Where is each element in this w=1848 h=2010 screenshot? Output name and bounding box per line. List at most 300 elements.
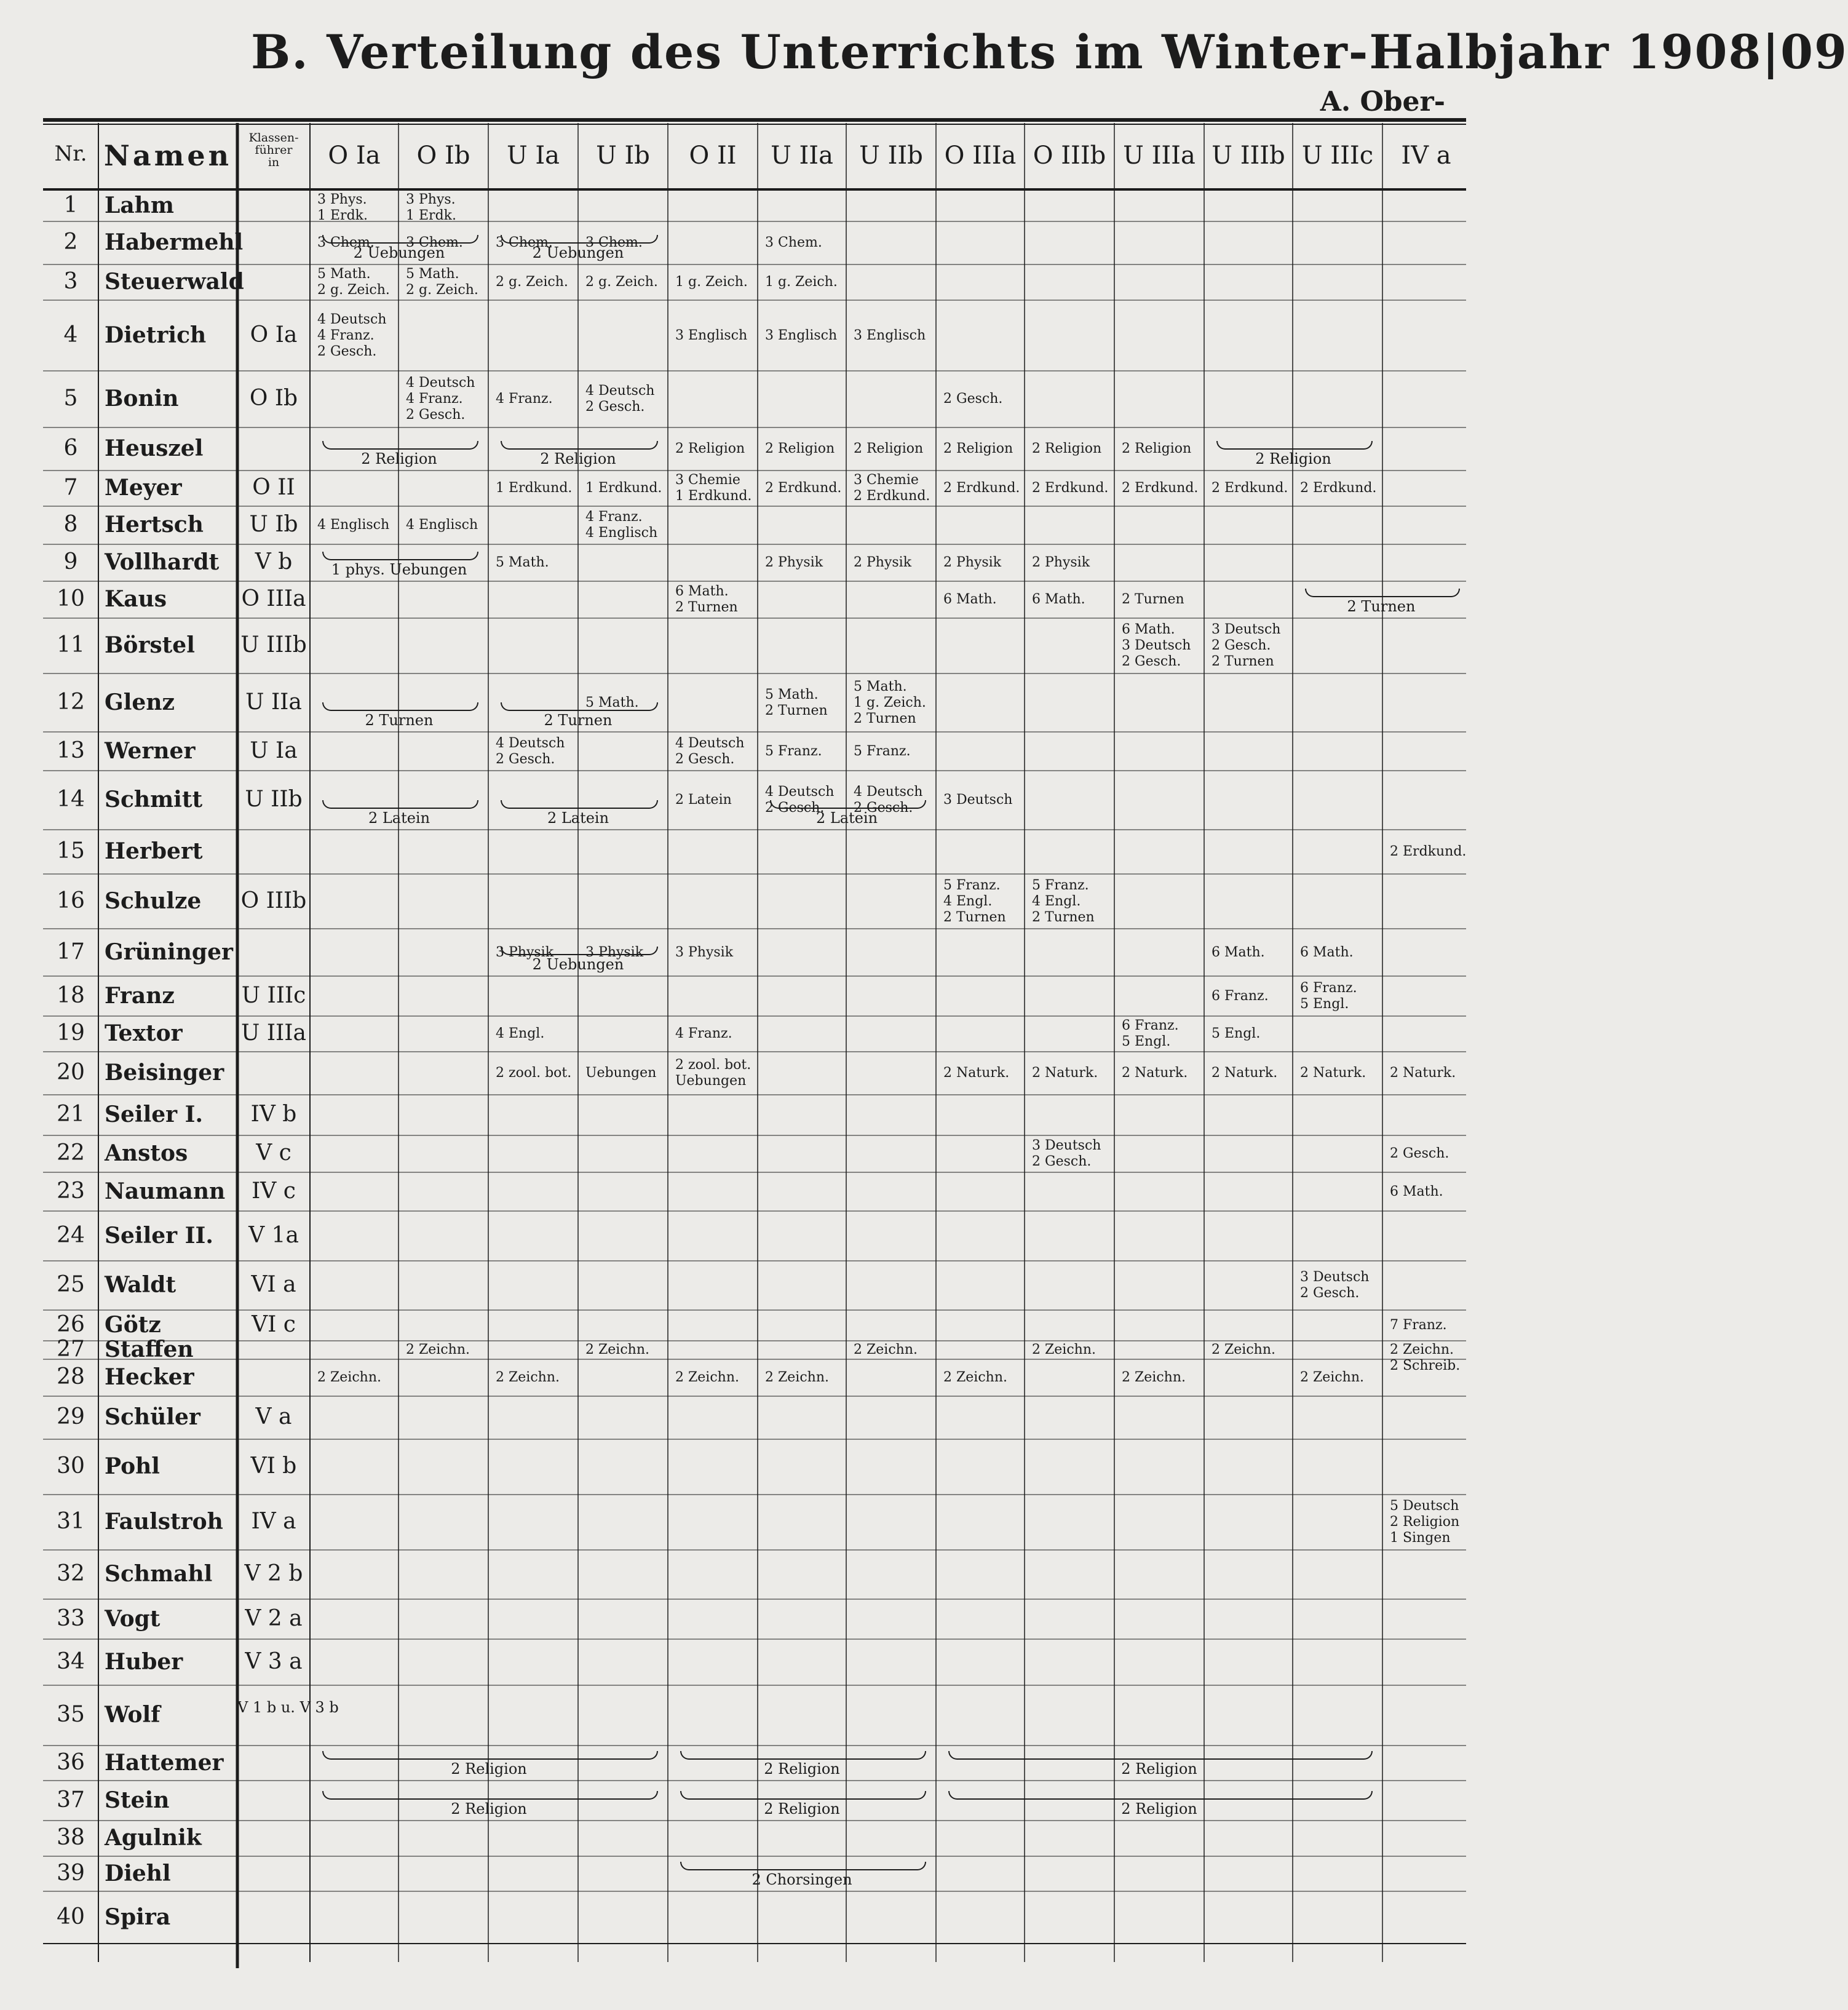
lesson-cell: [943, 1370, 1007, 1386]
lesson-entry: 2 Zeichn.: [854, 1342, 918, 1357]
lesson-entry: 5 Math.: [317, 266, 371, 282]
lesson-entry: 1 Singen: [1390, 1530, 1451, 1546]
span-brace: [501, 947, 658, 955]
lesson-entry: 2 Zeichn.: [1122, 1370, 1186, 1385]
teacher-name: Habermehl: [105, 229, 244, 255]
lesson-entry: 2 Religion: [765, 441, 835, 456]
class-header: O IIIb: [1033, 141, 1106, 170]
lesson-cell: [1300, 1370, 1364, 1386]
lesson-entry: 2 Religion: [1390, 1514, 1460, 1530]
lesson-cell: [496, 274, 568, 290]
lesson-entry: 4 Deutsch: [675, 735, 745, 751]
lesson-entry: 3 Chem.: [317, 235, 375, 250]
lesson-entry: 3 Deutsch: [1032, 1138, 1101, 1153]
span-brace: [501, 702, 658, 711]
lesson-cell: [1390, 1146, 1449, 1162]
row-number: 24: [57, 1222, 85, 1248]
lesson-entry: 2 Gesch.: [406, 407, 466, 423]
header-klassenfuehrer-line3: in: [268, 156, 280, 169]
lesson-cell: [854, 441, 923, 457]
span-note: 2 Religion: [764, 1760, 840, 1778]
lesson-cell: [1300, 980, 1357, 1012]
span-note: 2 Turnen: [544, 712, 613, 729]
span-note: 2 Turnen: [365, 712, 434, 729]
lesson-cell: [1390, 1184, 1443, 1200]
lesson-entry: 5 Math.: [496, 555, 549, 570]
lesson-entry: 2 Gesch.: [943, 391, 1003, 407]
row-number: 37: [57, 1787, 85, 1813]
lesson-entry: 5 Franz.: [943, 877, 1001, 893]
lesson-entry: 6 Math.: [1122, 622, 1175, 637]
lesson-cell: [406, 266, 478, 298]
lesson-entry: 6 Franz.: [1212, 988, 1269, 1004]
row-number: 8: [63, 512, 78, 537]
row-number: 21: [57, 1102, 85, 1127]
row-number: 14: [57, 787, 85, 812]
class-teacher-of: V 1 b u. V 3 b: [237, 1699, 339, 1716]
lesson-cell: [1122, 1370, 1186, 1386]
lesson-cell: [317, 192, 368, 224]
lesson-cell: [1122, 1018, 1179, 1050]
teacher-name: Waldt: [105, 1272, 176, 1298]
lesson-entry: 3 Phys.: [317, 192, 367, 207]
lesson-entry: 4 Franz.: [317, 327, 375, 343]
lesson-cell: [496, 1026, 544, 1042]
teacher-name: Wolf: [105, 1702, 161, 1728]
row-number: 38: [57, 1825, 85, 1850]
header-klassenfuehrer-line2: führer: [255, 143, 293, 157]
teacher-name: Faulstroh: [105, 1509, 223, 1535]
lesson-cell: [675, 472, 751, 504]
lesson-entry: 3 Chem.: [406, 235, 463, 250]
row-number: 35: [57, 1702, 85, 1727]
row-number: 40: [57, 1904, 85, 1929]
lesson-cell: [675, 736, 744, 768]
lesson-cell: [854, 744, 911, 760]
lesson-entry: Uebungen: [675, 1073, 747, 1089]
row-number: 19: [57, 1020, 85, 1046]
span-note: 2 Religion: [1121, 1760, 1197, 1778]
lesson-entry: 4 Englisch: [317, 517, 390, 533]
lesson-cell: [317, 312, 386, 360]
lesson-entry: 5 Deutsch: [1390, 1498, 1459, 1514]
lesson-entry: 4 Franz.: [675, 1026, 732, 1041]
lesson-cell: [854, 555, 911, 571]
class-header: U IIIc: [1301, 141, 1374, 170]
lesson-cell: [1122, 592, 1184, 608]
lesson-entry: 3 Chem.: [496, 235, 553, 250]
lesson-entry: 5 Math.: [585, 694, 639, 710]
span-note: 2 Religion: [451, 1800, 527, 1817]
teacher-name: Huber: [105, 1648, 183, 1675]
lesson-cell: [1300, 1065, 1366, 1081]
class-teacher-of: V c: [256, 1140, 291, 1166]
teacher-name: Diehl: [105, 1860, 171, 1886]
lesson-entry: 3 Chem.: [585, 235, 643, 250]
lesson-entry: 2 Zeichn.: [585, 1342, 649, 1357]
lesson-entry: 2 Naturk.: [1122, 1065, 1188, 1081]
row-number: 7: [63, 475, 78, 500]
teacher-name: Franz: [105, 982, 175, 1009]
lesson-entry: 5 Math.: [406, 266, 459, 282]
class-header: U Ib: [596, 141, 650, 170]
span-brace: [322, 702, 478, 711]
span-note: 2 Religion: [1255, 450, 1331, 467]
row-number: 36: [57, 1749, 85, 1775]
lesson-cell: [496, 736, 565, 768]
teacher-name: Vollhardt: [105, 549, 220, 575]
lesson-cell: [406, 192, 456, 224]
teacher-name: Textor: [105, 1020, 183, 1046]
lesson-entry: 1 Erdkund.: [675, 488, 752, 504]
lesson-cell: [585, 1065, 656, 1081]
teacher-name: Schüler: [105, 1404, 200, 1430]
lesson-entry: 2 Gesch.: [496, 751, 555, 767]
class-header: IV a: [1401, 141, 1451, 170]
lesson-cell: [496, 391, 553, 407]
lesson-cell: [675, 584, 738, 616]
class-teacher-of: U IIIb: [240, 632, 307, 657]
lesson-cell: [765, 441, 835, 457]
lesson-entry: 3 Physik: [496, 944, 554, 960]
lesson-entry: 7 Franz.: [1390, 1317, 1447, 1333]
lesson-entry: 4 Franz.: [406, 391, 463, 407]
lesson-entry: 4 Franz.: [496, 391, 553, 407]
lesson-entry: 1 g. Zeich.: [765, 274, 838, 290]
lesson-cell: [496, 480, 572, 496]
span-brace: [322, 1751, 658, 1760]
lesson-entry: 4 Englisch: [585, 525, 658, 541]
row-number: 25: [57, 1272, 85, 1297]
class-teacher-of: V a: [255, 1404, 292, 1429]
row-number: 5: [63, 386, 78, 411]
lesson-cell: [854, 328, 926, 344]
lesson-cell: [496, 555, 549, 571]
lesson-cell: [1032, 480, 1108, 496]
lesson-cell: [585, 274, 658, 290]
row-number: 13: [57, 737, 85, 763]
span-brace: [1305, 589, 1460, 597]
lesson-cell: [406, 375, 475, 423]
lesson-cell: [675, 1370, 739, 1386]
lesson-cell: [1390, 1498, 1459, 1546]
lesson-entry: 2 Religion: [1032, 441, 1102, 456]
span-note: 2 Religion: [764, 1800, 840, 1817]
lesson-entry: 2 Naturk.: [1300, 1065, 1366, 1081]
teacher-name: Hertsch: [105, 512, 204, 538]
lesson-cell: [765, 235, 822, 251]
lesson-entry: 2 g. Zeich.: [406, 282, 478, 298]
class-teacher-of: U IIIa: [241, 1020, 306, 1046]
span-brace: [1216, 441, 1373, 450]
lesson-entry: 2 g. Zeich.: [496, 274, 568, 290]
class-teacher-of: VI a: [251, 1272, 296, 1297]
span-note: 2 Latein: [368, 809, 430, 827]
row-number: 2: [63, 229, 78, 255]
lesson-entry: 2 Zeichn.: [496, 1370, 560, 1385]
teacher-name: Schulze: [105, 888, 202, 914]
lesson-cell: [1212, 1342, 1275, 1358]
lesson-entry: 3 Physik: [585, 944, 644, 960]
lesson-entry: 6 Math.: [675, 584, 729, 599]
lesson-cell: [1032, 441, 1101, 457]
lesson-cell: [1212, 988, 1269, 1004]
lesson-cell: [854, 472, 930, 504]
class-teacher-of: U Ia: [250, 737, 298, 763]
lesson-entry: 2 Erdkund.: [854, 488, 930, 504]
lesson-cell: [1212, 945, 1265, 961]
teacher-name: Vogt: [105, 1605, 161, 1632]
lesson-entry: 2 Turnen: [1032, 909, 1095, 925]
lesson-cell: [943, 441, 1013, 457]
span-brace: [322, 800, 478, 809]
lesson-entry: 3 Physik: [675, 944, 734, 960]
teacher-name: Lahm: [105, 193, 174, 218]
teacher-name: Stein: [105, 1787, 170, 1813]
lesson-entry: 1 Erdk.: [317, 208, 368, 223]
class-teacher-of: V 1a: [248, 1222, 299, 1248]
teacher-name: Staffen: [105, 1337, 194, 1362]
class-teacher-of: V 2 a: [245, 1605, 303, 1631]
lesson-entry: 2 g. Zeich.: [585, 274, 658, 290]
class-teacher-of: VI b: [250, 1453, 297, 1479]
lesson-cell: [1390, 844, 1466, 860]
lesson-cell: [1212, 1026, 1260, 1042]
lesson-entry: 6 Franz.: [1300, 980, 1357, 996]
lesson-entry: 2 Religion: [854, 441, 924, 456]
lesson-entry: 2 Gesch.: [585, 399, 645, 415]
span-brace: [680, 1862, 926, 1870]
lesson-entry: 2 Zeichn.: [1390, 1342, 1454, 1357]
span-brace: [948, 1751, 1373, 1760]
lesson-entry: 6 Math.: [1032, 592, 1085, 607]
row-number: 30: [57, 1453, 85, 1479]
span-note: 2 Latein: [815, 809, 878, 827]
span-brace: [322, 1791, 658, 1800]
class-header: U IIb: [859, 141, 923, 170]
lesson-cell: [765, 1370, 829, 1386]
lesson-entry: 4 Franz.: [585, 509, 643, 525]
class-teacher-of: U Ib: [249, 512, 298, 537]
teacher-name: Hattemer: [105, 1749, 224, 1776]
lesson-entry: 6 Math.: [943, 592, 997, 607]
row-number: 9: [63, 549, 78, 574]
lesson-entry: 3 Deutsch: [1212, 622, 1281, 637]
lesson-entry: 6 Math.: [1300, 944, 1354, 960]
lesson-cell: [1300, 1269, 1369, 1301]
page-title: B. Verteilung des Unterrichts im Winter-Halbjahr 1908|09: [251, 25, 1848, 79]
span-note: 2 Religion: [361, 450, 437, 467]
row-number: 34: [57, 1648, 85, 1674]
row-number: 12: [57, 689, 85, 715]
row-number: 16: [57, 888, 85, 913]
lesson-entry: 3 Chem.: [765, 235, 822, 250]
lesson-entry: 2 Gesch.: [854, 800, 913, 816]
lesson-cell: [943, 792, 1012, 808]
span-note: 2 Uebungen: [532, 244, 624, 261]
lesson-cell: [1032, 592, 1085, 608]
lesson-entry: 3 Deutsch: [943, 792, 1013, 808]
lesson-entry: 2 Erdkund.: [943, 480, 1020, 496]
lesson-cell: [765, 328, 837, 344]
lesson-entry: 2 zool. bot.: [675, 1057, 751, 1073]
lesson-cell: [943, 1065, 1009, 1081]
lesson-entry: 4 Engl.: [1032, 893, 1081, 909]
lesson-entry: 1 Erdkund.: [585, 480, 662, 496]
span-brace: [501, 235, 658, 244]
lesson-entry: 2 Turnen: [675, 600, 738, 615]
lesson-entry: 2 Naturk.: [1390, 1065, 1456, 1081]
row-number: 32: [57, 1561, 85, 1586]
teacher-name: Anstos: [105, 1140, 188, 1166]
row-number: 22: [57, 1140, 85, 1166]
lesson-entry: 1 g. Zeich.: [854, 694, 926, 710]
lesson-entry: 2 Turnen: [943, 909, 1006, 925]
row-number: 27: [57, 1337, 85, 1362]
lesson-entry: 2 Gesch.: [1032, 1154, 1092, 1169]
lesson-entry: 2 Physik: [765, 555, 823, 570]
row-number: 28: [57, 1364, 85, 1389]
span-note: 2 Uebungen: [532, 956, 624, 973]
span-note: 2 Religion: [1121, 1800, 1197, 1817]
lesson-cell: [1300, 945, 1354, 961]
lesson-entry: 2 Erdkund.: [1390, 844, 1467, 859]
row-number: 20: [57, 1060, 85, 1085]
row-number: 26: [57, 1312, 85, 1337]
lesson-entry: 5 Franz.: [1032, 877, 1089, 893]
lesson-cell: [765, 555, 823, 571]
row-number: 6: [63, 435, 78, 461]
class-header: O II: [689, 141, 737, 170]
teacher-name: Glenz: [105, 689, 175, 715]
lesson-entry: 2 Zeichn.: [943, 1370, 1007, 1385]
span-brace: [680, 1791, 926, 1800]
lesson-cell: [1122, 622, 1191, 670]
class-header: U IIa: [771, 141, 833, 170]
lesson-entry: 3 Englisch: [765, 327, 838, 343]
teacher-name: Bonin: [105, 386, 179, 411]
lesson-entry: 2 Zeichn.: [675, 1370, 739, 1385]
lesson-entry: 2 zool. bot.: [496, 1065, 572, 1081]
lesson-entry: 2 Zeichn.: [1300, 1370, 1364, 1385]
lesson-entry: 2 Zeichn.: [1032, 1342, 1096, 1357]
span-brace: [770, 800, 926, 809]
teacher-name: Agulnik: [105, 1825, 202, 1851]
lesson-cell: [943, 391, 1002, 407]
lesson-cell: [675, 274, 748, 290]
class-teacher-of: V b: [255, 549, 293, 574]
lesson-entry: 2 Schreib.: [1390, 1358, 1461, 1373]
lesson-entry: 2 Naturk.: [1212, 1065, 1278, 1081]
lesson-cell: [765, 687, 828, 719]
row-number: 1: [63, 193, 78, 218]
lesson-entry: 2 Zeichn.: [765, 1370, 829, 1385]
lesson-entry: 5 Engl.: [1212, 1026, 1261, 1041]
lesson-cell: [675, 792, 732, 808]
teacher-name: Beisinger: [105, 1060, 224, 1086]
span-brace: [322, 235, 478, 244]
lesson-entry: 3 Chemie: [675, 472, 740, 488]
lesson-cell: [1212, 1065, 1277, 1081]
lesson-cell: [943, 878, 1006, 926]
lesson-cell: [317, 266, 390, 298]
teacher-name: Pohl: [105, 1453, 160, 1479]
lesson-entry: 2 Gesch.: [1390, 1146, 1449, 1161]
lesson-cell: [1032, 1138, 1101, 1170]
lesson-cell: [675, 945, 733, 961]
lesson-cell: [1122, 1065, 1188, 1081]
lesson-cell: [1122, 441, 1191, 457]
lesson-entry: 2 Religion: [1122, 441, 1192, 456]
lesson-entry: 2 Erdkund.: [1032, 480, 1109, 496]
lesson-entry: 2 Erdkund.: [765, 480, 842, 496]
lesson-entry: 1 g. Zeich.: [675, 274, 748, 290]
lesson-entry: 2 Gesch.: [765, 800, 825, 816]
lesson-entry: 2 Zeichn.: [1212, 1342, 1275, 1357]
class-teacher-of: V 2 b: [244, 1561, 303, 1586]
lesson-cell: [675, 328, 747, 344]
lesson-entry: 5 Math.: [854, 678, 907, 694]
row-number: 15: [57, 838, 85, 864]
lesson-entry: 3 Englisch: [675, 327, 748, 343]
class-teacher-of: O Ib: [249, 386, 298, 411]
lesson-entry: 3 Deutsch: [1300, 1269, 1370, 1285]
row-number: 33: [57, 1605, 85, 1631]
lesson-cell: [675, 1026, 732, 1042]
teacher-name: Seiler I.: [105, 1102, 204, 1127]
lesson-entry: 3 Chemie: [854, 472, 919, 488]
lesson-cell: [585, 480, 662, 496]
lesson-entry: 4 Deutsch: [406, 375, 475, 391]
teacher-name: Steuerwald: [105, 269, 244, 295]
lesson-entry: 6 Math.: [1212, 944, 1265, 960]
class-teacher-of: U IIIc: [241, 982, 306, 1008]
row-number: 4: [63, 322, 78, 348]
lesson-entry: 5 Math.: [765, 686, 819, 702]
row-number: 11: [57, 632, 85, 657]
lesson-entry: 2 Zeichn.: [406, 1342, 470, 1357]
class-teacher-of: IV b: [250, 1102, 297, 1127]
class-teacher-of: O IIIa: [241, 586, 306, 611]
lesson-cell: [1390, 1317, 1447, 1333]
row-number: 10: [57, 586, 85, 611]
lesson-entry: 2 Religion: [675, 441, 745, 456]
span-note: 2 Religion: [451, 1760, 527, 1778]
class-header: O Ia: [328, 141, 381, 170]
lesson-entry: 5 Franz.: [765, 743, 822, 759]
lesson-cell: [1390, 1342, 1460, 1374]
lesson-entry: 1 Erdk.: [406, 208, 456, 223]
class-teacher-of: IV a: [251, 1509, 296, 1534]
span-note: 2 Religion: [540, 450, 616, 467]
row-number: 39: [57, 1860, 85, 1886]
lesson-entry: 2 Turnen: [1122, 592, 1184, 607]
lesson-entry: 5 Engl.: [1122, 1034, 1171, 1049]
lesson-entry: 5 Franz.: [854, 743, 911, 759]
class-teacher-of: O II: [252, 475, 295, 500]
lesson-cell: [854, 679, 926, 727]
span-brace: [322, 552, 478, 560]
teacher-name: Spira: [105, 1904, 171, 1930]
lesson-entry: 4 Englisch: [406, 517, 478, 533]
lesson-entry: 2 Naturk.: [943, 1065, 1010, 1081]
lesson-entry: 2 Gesch.: [675, 751, 735, 767]
lesson-cell: [1300, 480, 1376, 496]
row-number: 3: [63, 269, 78, 294]
span-note: 1 phys. Uebungen: [331, 561, 467, 578]
teacher-name: Herbert: [105, 838, 203, 864]
class-header: O Ib: [416, 141, 470, 170]
